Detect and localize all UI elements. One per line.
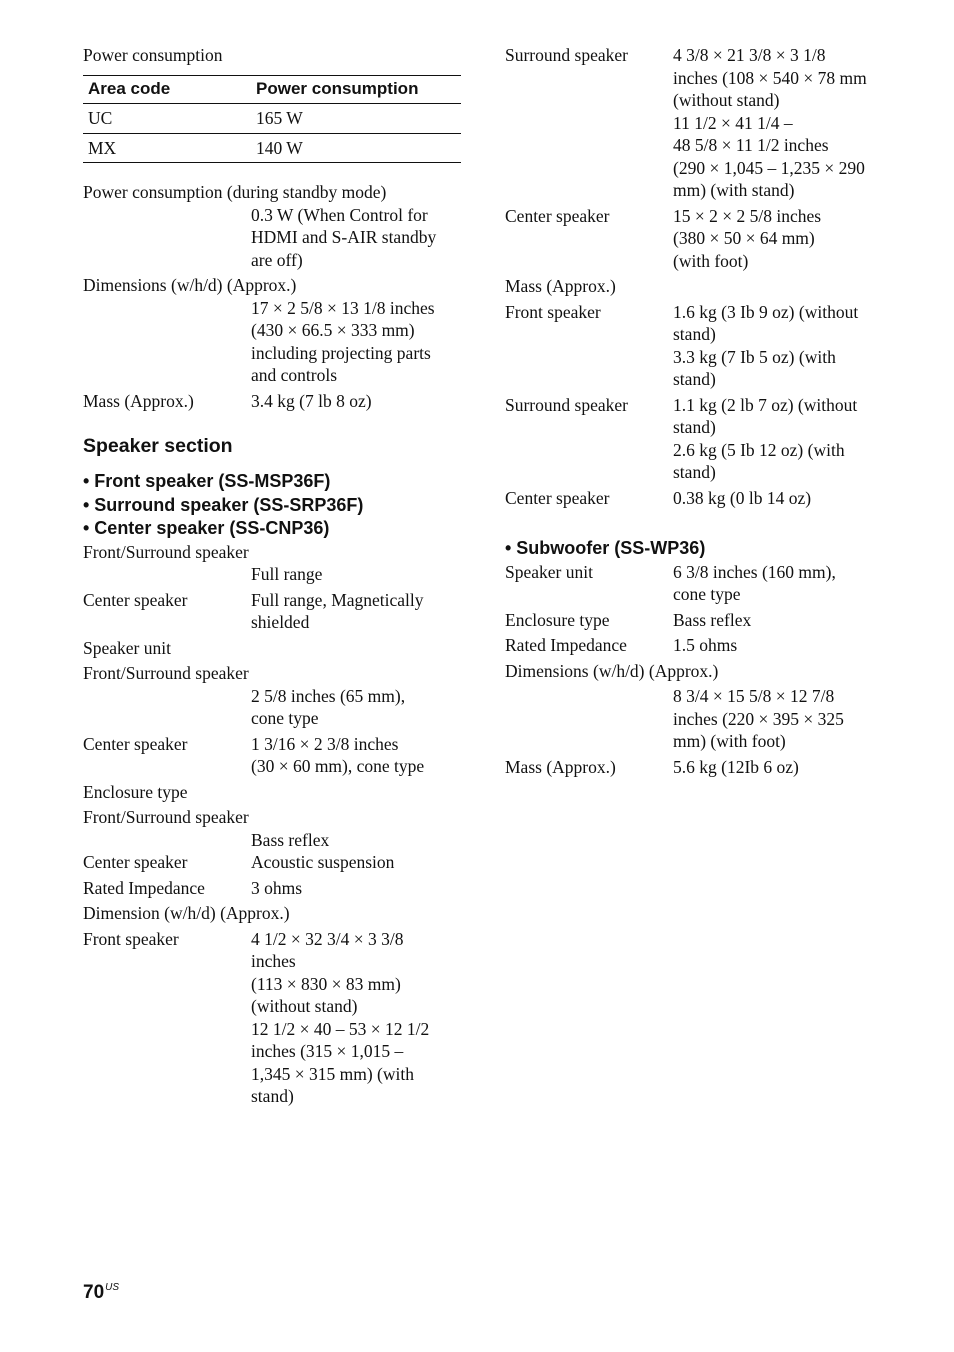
spec-label: Surround speaker [505,394,628,415]
spec-line: 15 × 2 × 2 5/8 inches [673,205,822,226]
spec-label: Rated Impedance [505,635,627,655]
spec-line: (290 × 1,045 – 1,235 × 290 [673,157,865,178]
spec-label: Front speaker [505,301,601,322]
spec-line: (113 × 830 × 83 mm) [251,973,401,994]
spec-value [673,609,885,632]
surround-dimension-spec [505,44,885,202]
mass-label: Mass (Approx.) [505,276,616,296]
table-cell: MX [83,133,251,163]
sub-enclosure-spec [505,609,885,632]
spec-label: Front/Surround speaker [83,663,249,683]
speaker-section-heading: Speaker section [83,435,233,457]
spec-label: Center speaker [505,487,610,508]
spec-line: cone type [251,708,319,728]
spec-line: stand) [251,1086,294,1106]
center-dimension-spec [505,205,885,273]
spec-line: mm) (with foot) [673,731,786,751]
bullet-front-speaker: • Front speaker (SS-MSP36F) [83,471,331,491]
front-surround-type-spec [83,541,463,586]
spec-line: (30 × 60 mm), cone type [251,756,425,776]
spec-line: 1.6 kg (3 Ib 9 oz) (without [673,301,859,322]
spec-line: inches (220 × 395 × 325 [673,708,844,729]
spec-line: shielded [251,612,310,632]
mass-surround-spec [505,394,885,484]
spec-line: 5.6 kg (12Ib 6 oz) [673,756,799,777]
spec-line: 8 3/4 × 15 5/8 × 12 7/8 [673,686,835,706]
spec-label: Mass (Approx.) [83,390,194,411]
spec-line: stand) [673,462,716,482]
region-code: US [105,1282,120,1293]
spec-line: Bass reflex [251,829,330,850]
spec-line: Full range, Magnetically [251,589,424,610]
dimensions-spec [83,274,463,387]
spec-line: and controls [251,365,338,385]
spec-value [251,733,463,778]
spec-value [673,394,885,484]
center-unit-spec [83,733,463,778]
subwoofer-heading: • Subwoofer (SS-WP36) [505,538,706,558]
sub-dimensions-spec [505,660,885,753]
power-consumption-label: Power consumption [83,45,223,65]
spec-label: Dimensions (w/h/d) (Approx.) [505,660,719,681]
spec-value [673,301,885,391]
spec-line: 2.6 kg (5 Ib 12 oz) (with [673,439,845,460]
power-consumption-table [83,75,461,164]
spec-value [673,561,885,606]
spec-label: Center speaker [83,852,188,872]
spec-label: Front/Surround speaker [83,541,249,562]
spec-value [673,756,885,779]
spec-value [673,205,885,273]
spec-line: 1,345 × 315 mm) (with [251,1063,414,1084]
spec-label: Center speaker [505,205,610,226]
spec-value [251,851,463,874]
spec-line: cone type [673,584,741,604]
spec-value [251,390,463,413]
spec-value [673,634,885,657]
sub-unit-spec [505,561,885,606]
spec-value [251,589,463,634]
spec-label: Enclosure type [505,609,610,630]
spec-line: 0.38 kg (0 lb 14 oz) [673,487,812,508]
spec-value [251,685,463,730]
spec-line: 1 3/16 × 2 3/8 inches [251,733,399,754]
spec-label: Mass (Approx.) [505,756,616,777]
spec-value [251,928,463,1108]
spec-label: Surround speaker [505,45,628,65]
spec-line: (430 × 66.5 × 333 mm) [251,320,415,340]
spec-line: Full range [251,564,323,584]
spec-line: are off) [251,249,303,270]
bullet-center-speaker: • Center speaker (SS-CNP36) [83,518,330,538]
spec-line: stand) [673,324,716,344]
dimension-label: Dimension (w/h/d) (Approx.) [83,903,290,923]
front-surround-enclosure-spec [83,806,463,851]
spec-value [673,685,885,753]
spec-label: Center speaker [83,733,188,754]
spec-line: 3.4 kg (7 lb 8 oz) [251,390,372,411]
spec-line: HDMI and S-AIR standby [251,227,437,247]
spec-line: 3.3 kg (7 Ib 5 oz) (with [673,346,836,367]
table-header-power-consumption: Power consumption [251,75,461,104]
right-column [505,44,885,778]
speaker-unit-label: Speaker unit [83,637,171,658]
spec-label: Front speaker [83,928,179,949]
spec-line: 12 1/2 × 40 – 53 × 12 1/2 [251,1018,430,1039]
spec-value [251,829,463,852]
front-speaker-dimension-spec [83,928,463,1108]
spec-line: (380 × 50 × 64 mm) [673,228,815,248]
spec-line: (without stand) [673,90,780,110]
mass-front-spec [505,301,885,391]
spec-label: Center speaker [83,589,188,610]
spec-line: inches [251,951,296,971]
table-header-row [83,75,461,104]
spec-line: (without stand) [251,996,358,1016]
spec-line: inches (108 × 540 × 78 mm [673,67,867,88]
page-number [83,1282,119,1304]
front-surround-unit-spec [83,662,463,730]
spec-line: 17 × 2 5/8 × 13 1/8 inches [251,297,435,318]
spec-value [251,204,463,272]
spec-line: 2 5/8 inches (65 mm), [251,685,406,706]
spec-line: Acoustic suspension [251,852,395,872]
spec-line: stand) [673,417,716,437]
center-enclosure-spec [83,851,463,874]
enclosure-type-label: Enclosure type [83,781,188,802]
spec-label: Power consumption (during standby mode) [83,182,387,202]
spec-line: mm) (with stand) [673,180,795,200]
mass-center-spec [505,487,885,510]
spec-value [673,44,885,202]
spec-line: Bass reflex [673,609,752,630]
mass-spec [83,390,463,413]
spec-line: 3 ohms [251,877,303,898]
spec-line: 0.3 W (When Control for [251,204,428,225]
spec-line: 1.1 kg (2 lb 7 oz) (without [673,394,858,415]
impedance-spec [83,877,463,900]
sub-mass-spec [505,756,885,779]
table-cell: UC [83,104,251,134]
spec-line: 48 5/8 × 11 1/2 inches [673,135,829,155]
spec-line: 1.5 ohms [673,635,738,655]
spec-label: Rated Impedance [83,877,205,898]
spec-line: 11 1/2 × 41 1/4 – [673,112,793,133]
spec-value [251,297,463,387]
standby-spec [83,181,463,271]
spec-value [251,877,463,900]
table-header-area-code: Area code [83,75,251,104]
sub-impedance-spec [505,634,885,657]
spec-label: Dimensions (w/h/d) (Approx.) [83,275,297,295]
spec-line: 6 3/8 inches (160 mm), [673,561,836,582]
left-column [83,44,463,1108]
spec-value [251,563,463,586]
spec-line: (with foot) [673,250,749,271]
page-number-value: 70 [83,1282,105,1303]
spec-line: 4 3/8 × 21 3/8 × 3 1/8 [673,45,826,65]
spec-label: Front/Surround speaker [83,807,249,827]
bullet-surround-speaker: • Surround speaker (SS-SRP36F) [83,494,364,515]
spec-line: inches (315 × 1,015 – [251,1041,404,1061]
center-type-spec [83,589,463,634]
table-cell: 165 W [251,104,461,134]
table-cell: 140 W [251,133,461,163]
table-row [83,104,461,134]
spec-label: Speaker unit [505,561,593,582]
spec-line: stand) [673,369,716,389]
spec-line: including projecting parts [251,342,431,363]
table-row [83,133,461,163]
spec-line: 4 1/2 × 32 3/4 × 3 3/8 [251,928,404,949]
spec-value [673,487,885,510]
